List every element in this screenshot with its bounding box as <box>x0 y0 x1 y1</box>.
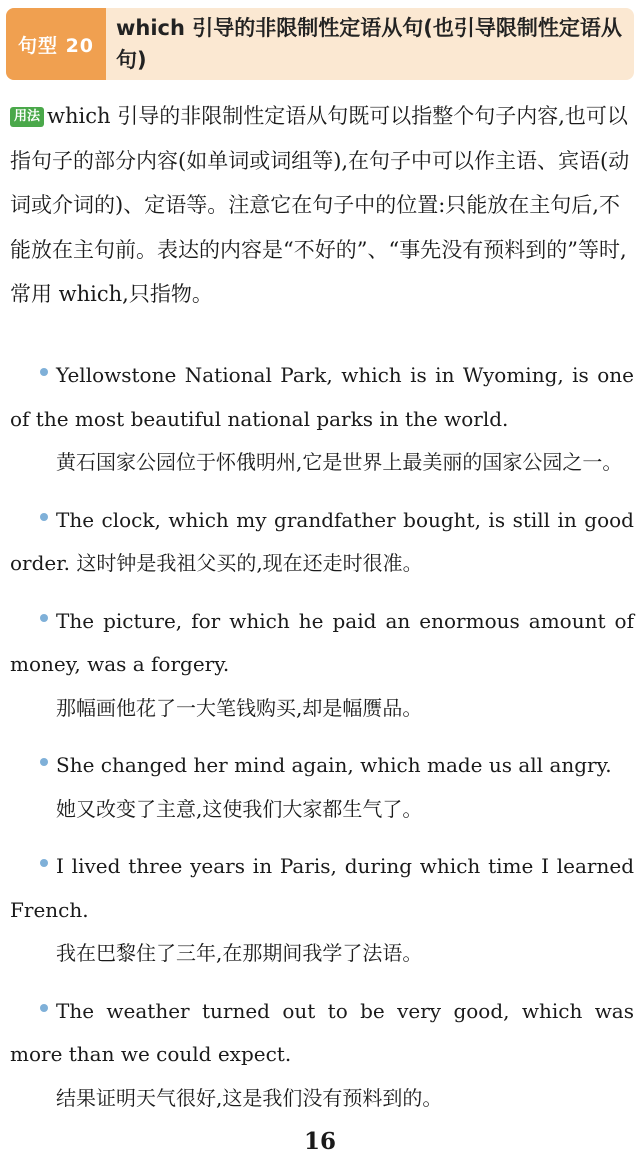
bullet-dot-icon <box>40 614 48 622</box>
example-list <box>10 354 634 1134</box>
example-chinese: 黄石国家公园位于怀俄明州,它是世界上最美丽的国家公园之一。 <box>56 450 623 474</box>
example-english: The picture, for which he paid an enormous amount of money, was a forgery. <box>10 608 634 676</box>
example-english: The weather turned out to be very good, which was more than we could expect. <box>10 998 634 1066</box>
example-chinese: 我在巴黎住了三年,在那期间我学了法语。 <box>56 941 423 965</box>
example-english: The clock, which my grandfather bought, is still in good order. 这时钟是我祖父买的,现在还走时很准。 <box>10 507 634 575</box>
bullet-dot-icon <box>40 1004 48 1012</box>
section-header <box>6 8 634 80</box>
example-chinese: 她又改变了主意,这使我们大家都生气了。 <box>56 796 423 821</box>
usage-text: which 引导的非限制性定语从句既可以指整个句子内容,也可以指句子的部分内容(如单词或词组等),在句子中可以作主语、宾语(动词或介词的)、定语等。注意它在句子中的位置:只能放在主句后,不能放在主句前。表达的内容是“不好的”、“事先没有预料到的”等时,常用 which,只指物。 <box>10 104 630 306</box>
example-item <box>10 499 634 586</box>
example-chinese: 结果证明天气很好,这是我们没有预料到的。 <box>56 1085 443 1110</box>
example-english: She changed her mind again, which made us all angry. <box>56 753 612 777</box>
usage-tag: 用法 <box>10 107 44 127</box>
example-english: Yellowstone National Park, which is in Wyoming, is one of the most beautiful national parks in the world. <box>10 363 634 431</box>
bullet-dot-icon <box>40 758 48 766</box>
example-chinese: 那幅画他花了一大笔钱购买,却是幅赝品。 <box>56 695 423 720</box>
example-item <box>10 744 634 831</box>
example-item <box>10 990 634 1121</box>
bullet-dot-icon <box>40 513 48 521</box>
usage-paragraph <box>10 94 630 317</box>
example-english: I lived three years in Paris, during which time I learned French. <box>10 854 634 922</box>
example-item <box>10 845 634 976</box>
bullet-dot-icon <box>40 368 48 376</box>
page-number: 16 <box>303 1128 336 1155</box>
pattern-badge: 句型 20 <box>6 8 106 80</box>
bullet-dot-icon <box>40 859 48 867</box>
example-item <box>10 600 634 731</box>
example-item <box>10 354 634 485</box>
section-title: which 引导的非限制性定语从句(也引导限制性定语从句) <box>116 16 622 72</box>
